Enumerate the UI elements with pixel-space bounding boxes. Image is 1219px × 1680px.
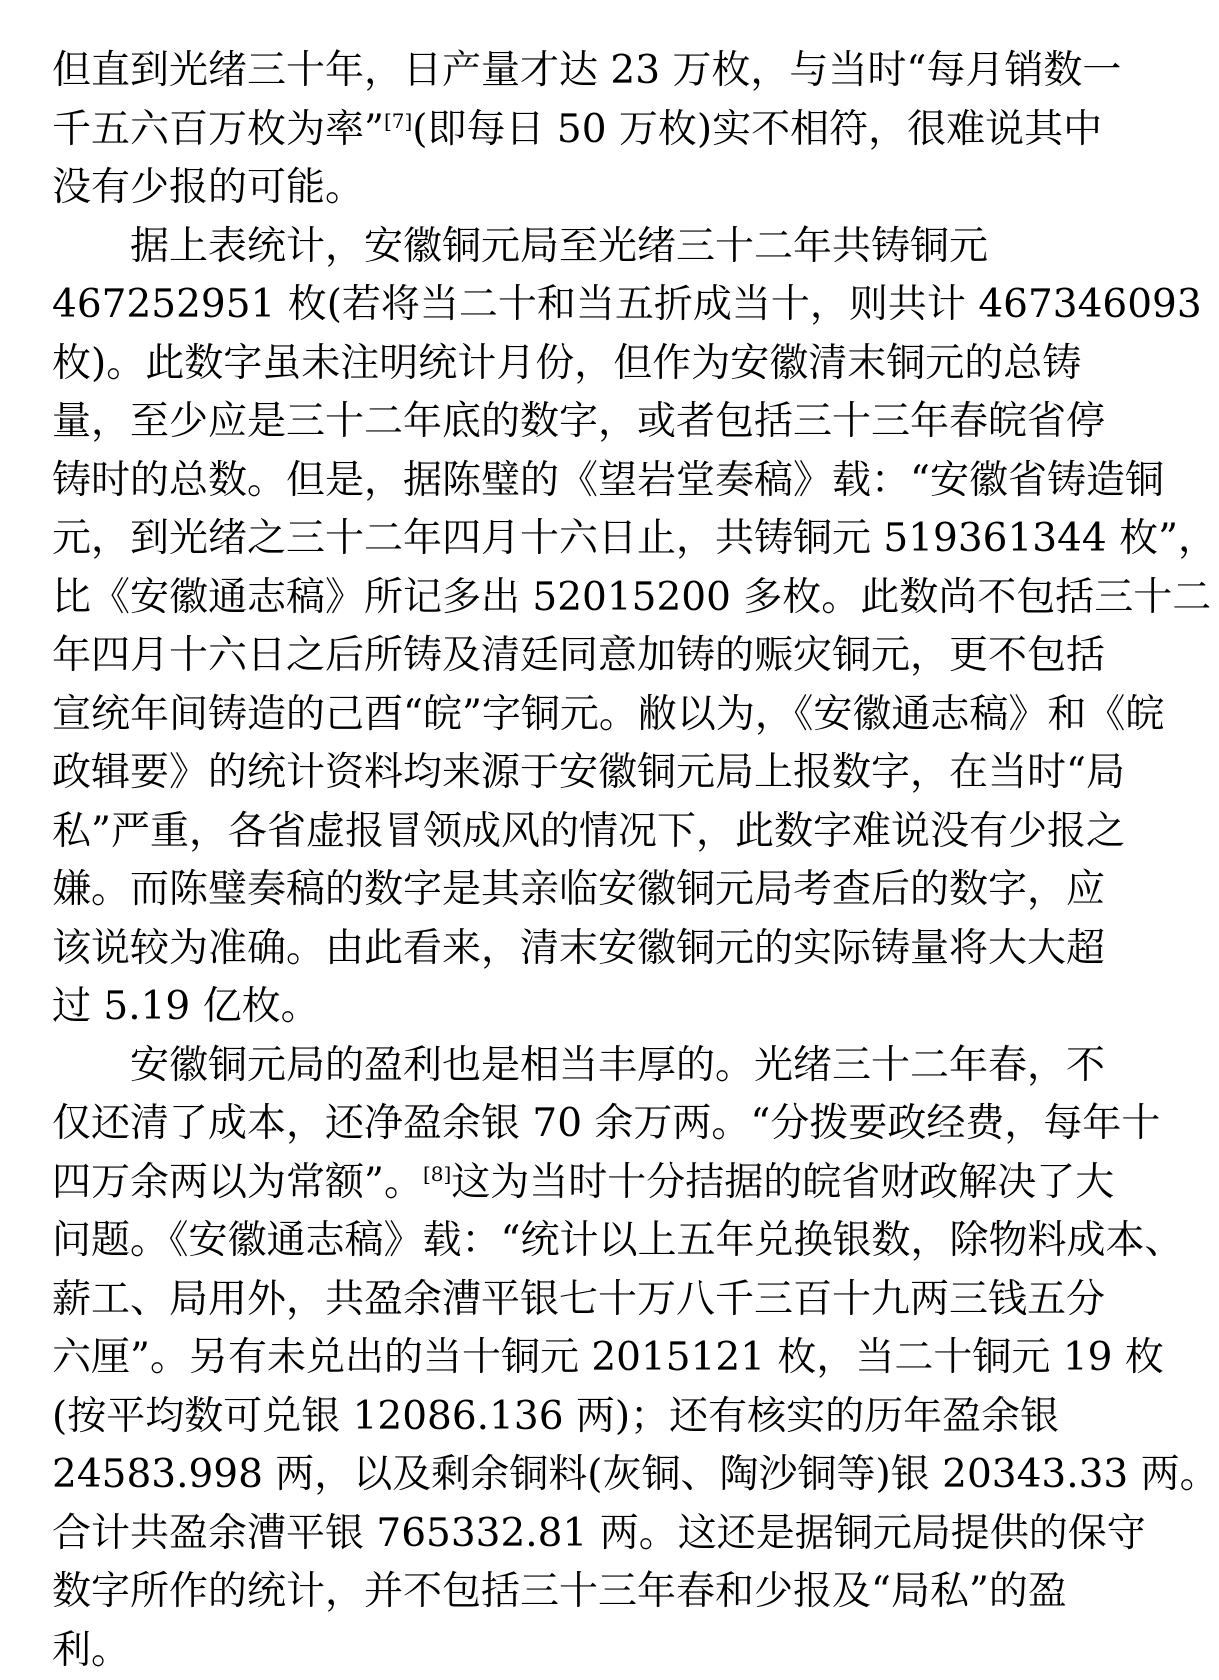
text-line: 安徽铜元局的盈利也是相当丰厚的。光绪三十二年春，不 [52,1037,982,1096]
text-line: 私”严重，各省虚报冒领成风的情况下，此数字难说没有少报之 [52,803,982,862]
text-line: 铸时的总数。但是，据陈璧的《望岩堂奏稿》载：“安徽省铸造铜 [52,452,982,511]
text-line: 问题。《安徽通志稿》载：“统计以上五年兑换银数，除物料成本、 [52,1212,982,1271]
footnote-marker: [8] [423,1162,451,1186]
text-line: 过 5.19 亿枚。 [52,978,982,1037]
footnote-marker: [7] [384,109,412,133]
document-page [52,42,982,1680]
text-line: 宣统年间铸造的己酉“皖”字铜元。敝以为，《安徽通志稿》和《皖 [52,686,982,745]
text-line: 量，至少应是三十二年底的数字，或者包括三十三年春皖省停 [52,393,982,452]
paragraph-1 [52,42,982,218]
text-line: 利。 [52,1622,982,1680]
text-line: 合计共盈余漕平银 765332.81 两。这还是据铜元局提供的保守 [52,1505,982,1564]
paragraph-2 [52,218,982,1037]
text-line: 但直到光绪三十年，日产量才达 23 万枚，与当时“每月销数一 [52,42,982,101]
text-line: (按平均数可兑银 12086.136 两)；还有核实的历年盈余银 [52,1388,982,1447]
text-line: 六厘”。另有未兑出的当十铜元 2015121 枚，当二十铜元 19 枚 [52,1329,982,1388]
text-line: 没有少报的可能。 [52,159,982,218]
text-line: 仅还清了成本，还净盈余银 70 余万两。“分拨要政经费，每年十 [52,1095,982,1154]
text-line: 年四月十六日之后所铸及清廷同意加铸的赈灾铜元，更不包括 [52,627,982,686]
text-line: 比《安徽通志稿》所记多出 52015200 多枚。此数尚不包括三十二 [52,569,982,628]
text-line: 四万余两以为常额”。[8]这为当时十分拮据的皖省财政解决了大 [52,1154,982,1213]
text-line: 政辑要》的统计资料均来源于安徽铜元局上报数字，在当时“局 [52,744,982,803]
text-line: 元，到光绪之三十二年四月十六日止，共铸铜元 519361344 枚”， [52,510,982,569]
text-line: 枚)。此数字虽未注明统计月份，但作为安徽清末铜元的总铸 [52,335,982,394]
text-line: 467252951 枚(若将当二十和当五折成当十，则共计 467346093 [52,276,982,335]
text-line: 该说较为准确。由此看来，清末安徽铜元的实际铸量将大大超 [52,920,982,979]
text-line: 薪工、局用外，共盈余漕平银七十万八千三百十九两三钱五分 [52,1271,982,1330]
text-line: 千五六百万枚为率”[7](即每日 50 万枚)实不相符，很难说其中 [52,101,982,160]
paragraph-3 [52,1037,982,1680]
text-line: 24583.998 两，以及剩余铜料(灰铜、陶沙铜等)银 20343.33 两。 [52,1446,982,1505]
text-line: 数字所作的统计，并不包括三十三年春和少报及“局私”的盈 [52,1563,982,1622]
text-line: 据上表统计，安徽铜元局至光绪三十二年共铸铜元 [52,218,982,277]
text-line: 嫌。而陈璧奏稿的数字是其亲临安徽铜元局考查后的数字，应 [52,861,982,920]
